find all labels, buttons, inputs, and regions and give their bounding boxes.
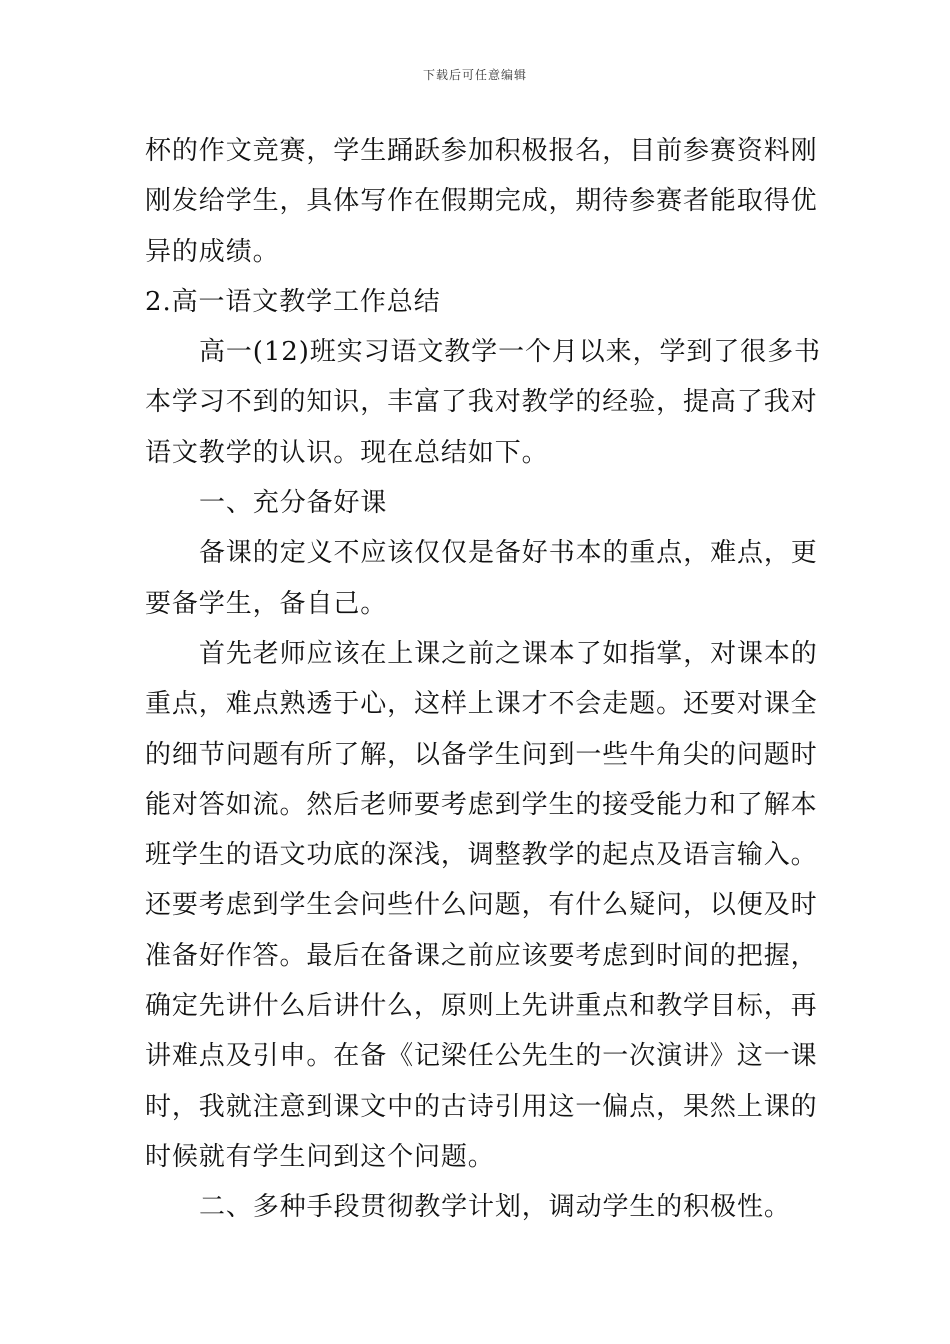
text-line: 语文教学的认识。现在总结如下。 <box>145 437 549 468</box>
text-line: 能对答如流。然后老师要考虑到学生的接受能力和了解本 <box>145 789 818 820</box>
subsection-heading: 二、多种手段贯彻教学计划，调动学生的积极性。 <box>199 1192 791 1223</box>
text-line: 时候就有学生问到这个问题。 <box>145 1141 495 1172</box>
text-line: 准备好作答。最后在备课之前应该要考虑到时间的把握， <box>145 940 818 971</box>
text-line: 高一(12)班实习语文教学一个月以来，学到了很多书 <box>199 337 821 368</box>
text-line: 本学习不到的知识，丰富了我对教学的经验，提高了我对 <box>145 387 818 418</box>
text-line: 时，我就注意到课文中的古诗引用这一偏点，果然上课的 <box>145 1091 818 1122</box>
text-line: 班学生的语文功底的深浅，调整教学的起点及语言输入。 <box>145 840 818 871</box>
text-line: 的细节问题有所了解，以备学生问到一些牛角尖的问题时 <box>145 739 818 770</box>
subsection-heading: 一、充分备好课 <box>199 488 388 519</box>
page-header: 下载后可任意编辑 <box>422 68 527 82</box>
text-line: 重点，难点熟透于心，这样上课才不会走题。还要对课全 <box>145 689 818 720</box>
text-line: 异的成绩。 <box>145 236 280 267</box>
text-line: 备课的定义不应该仅仅是备好书本的重点，难点，更 <box>199 538 818 569</box>
text-line: 还要考虑到学生会问些什么问题，有什么疑问，以便及时 <box>145 890 818 921</box>
text-line: 讲难点及引申。在备《记梁任公先生的一次演讲》这一课 <box>145 1041 818 1072</box>
text-line: 杯的作文竞赛，学生踊跃参加积极报名，目前参赛资料刚 <box>145 136 818 166</box>
section-heading: 2.高一语文教学工作总结 <box>145 286 441 317</box>
text-line: 确定先讲什么后讲什么，原则上先讲重点和教学目标，再 <box>145 991 818 1022</box>
text-line: 首先老师应该在上课之前之课本了如指掌，对课本的 <box>199 638 818 669</box>
text-line: 刚发给学生，具体写作在假期完成，期待参赛者能取得优 <box>145 186 818 217</box>
text-line: 要备学生，备自己。 <box>145 588 388 619</box>
document-body <box>145 126 821 1233</box>
